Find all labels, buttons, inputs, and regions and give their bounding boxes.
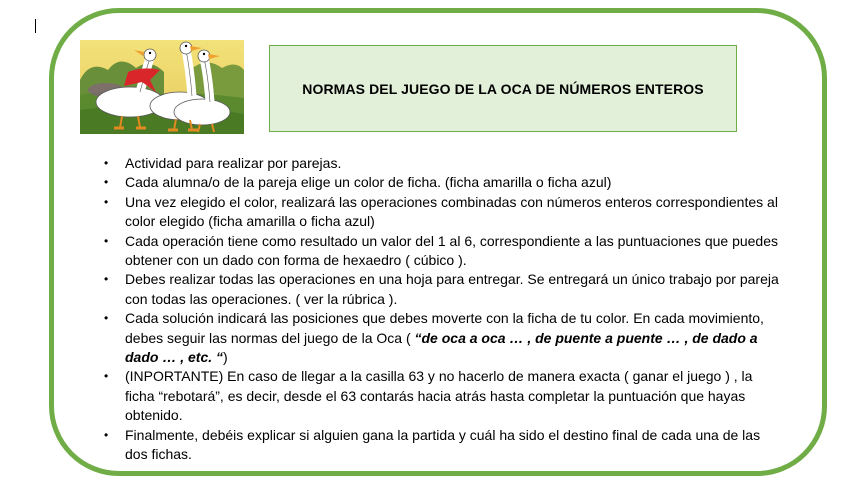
rule-text: Cada operación tiene como resultado un valor del 1 al 6, correspondiente a las puntuaciones que puedes obtener con un dado con forma de hexaedro ( cúbico ). xyxy=(125,232,778,269)
bullet-icon: • xyxy=(104,175,109,190)
list-item xyxy=(104,193,784,232)
list-item xyxy=(104,232,784,271)
bullet-icon: • xyxy=(104,369,109,384)
geese-illustration xyxy=(80,40,244,134)
rule-text: Finalmente, debéis explicar si alguien gana la partida y cuál ha sido el destino final de cada una de las dos fichas. xyxy=(125,426,761,463)
geese-cartoon-image xyxy=(80,40,244,134)
bullet-icon: • xyxy=(104,272,109,287)
list-item xyxy=(104,270,784,309)
rule-text: Actividad para realizar por parejas. xyxy=(125,155,342,171)
rule-text: Una vez elegido el color, realizará las operaciones combinadas con números enteros correspondientes al color elegido (ficha amarilla o ficha azul) xyxy=(125,193,778,230)
text-cursor xyxy=(35,19,36,33)
bullet-icon: • xyxy=(104,311,109,326)
list-item xyxy=(104,173,784,192)
page-title: NORMAS DEL JUEGO DE LA OCA DE NÚMEROS ENTEROS xyxy=(302,80,704,97)
rule-text: (INPORTANTE) En caso de llegar a la casilla 63 y no hacerlo de manera exacta ( ganar el juego ) , la ficha “rebotará”, es decir, desde el 63 contarás hacia atrás hasta completar la puntuación que hayas obtenido. xyxy=(125,368,753,424)
rules-list xyxy=(104,154,784,465)
bullet-icon: • xyxy=(104,427,109,442)
rule-text: Cada alumna/o de la pareja elige un color de ficha. (ficha amarilla o ficha azul) xyxy=(125,174,612,191)
rule-text: Cada solución indicará las posiciones que debes moverte con la ficha de tu color. En cada movimiento, debes seguir las normas del juego de la Oca ( xyxy=(125,310,764,346)
list-item xyxy=(104,426,784,465)
title-box xyxy=(269,45,737,132)
bullet-icon: • xyxy=(104,194,109,209)
bullet-icon: • xyxy=(104,233,109,248)
bullet-icon: • xyxy=(104,156,109,170)
rule-emphasis: “de oca a oca … , de puente a puente … , de dado a dado … , etc. “ xyxy=(125,329,758,366)
list-item xyxy=(104,309,784,367)
list-item xyxy=(104,367,784,425)
rule-text-after: ) xyxy=(223,349,228,366)
rule-text: Debes realizar todas las operaciones en una hoja para entregar. Se entregará un único trabajo por pareja con todas las operaciones. ( ver la rúbrica ). xyxy=(125,271,779,307)
list-item xyxy=(104,154,784,173)
